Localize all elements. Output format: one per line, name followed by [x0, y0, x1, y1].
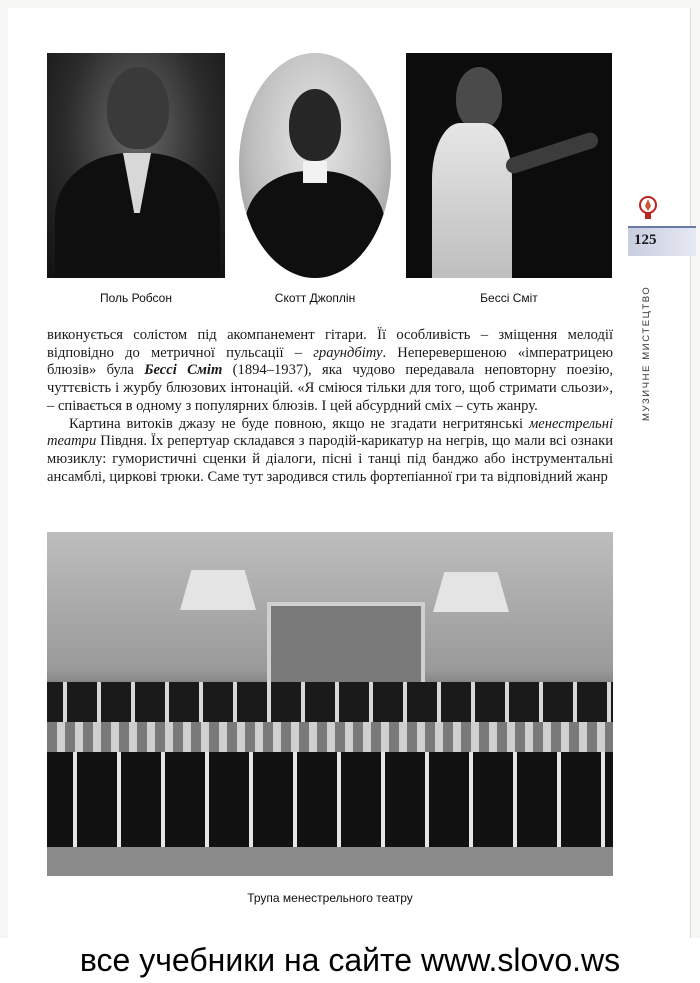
paragraph: виконується солістом під акомпанемент гітари. Її особливість – зміщення мелодії відповідно до метричної пульсації – граундбіту. Неперевершеною «імператрицею блюзів» була Бессі Сміт (1894–1937), яка чудово передавала неповторну поезію, чуттєвість і журбу блюзових інтонацій. «Я сміюся тільки для того, щоб стримати сльози», – співається в одному з популярних блюзів. І цей абсурдний сміх – суть жанру. [47, 327, 613, 414]
page-number-bar [628, 226, 696, 256]
paragraph: Картина витоків джазу не буде повною, якщо не згадати негритянські менестрельні театри Півдня. Їх репертуар складався з пародій-карикатур на негрів, що мали всі ознаки мюзиклу: гумористичні сценки й діалоги, пісні і танці під банджо або інструментальні ансамблі, циркові трюки. Саме тут зародився стиль фортепіанної гри та відповідний жанр [47, 415, 613, 485]
portrait-caption: Поль Робсон [100, 291, 172, 305]
portrait-photo-joplin [239, 53, 391, 278]
portrait-photo-robeson [47, 53, 225, 278]
body-text [47, 327, 613, 486]
portrait-photo-smith [406, 53, 612, 278]
troupe-photo-caption: Трупа менестрельного театру [247, 891, 413, 905]
troupe-photo [47, 532, 613, 876]
emblem-icon [638, 196, 658, 220]
page-number: 125 [634, 232, 657, 248]
portrait-caption: Скотт Джоплін [274, 291, 356, 305]
portrait-caption: Бессі Сміт [480, 291, 538, 305]
site-watermark: все учебники на сайте www.slovo.ws [0, 938, 700, 983]
section-side-label: МУЗИЧНЕ МИСТЕЦТВО [641, 285, 652, 421]
